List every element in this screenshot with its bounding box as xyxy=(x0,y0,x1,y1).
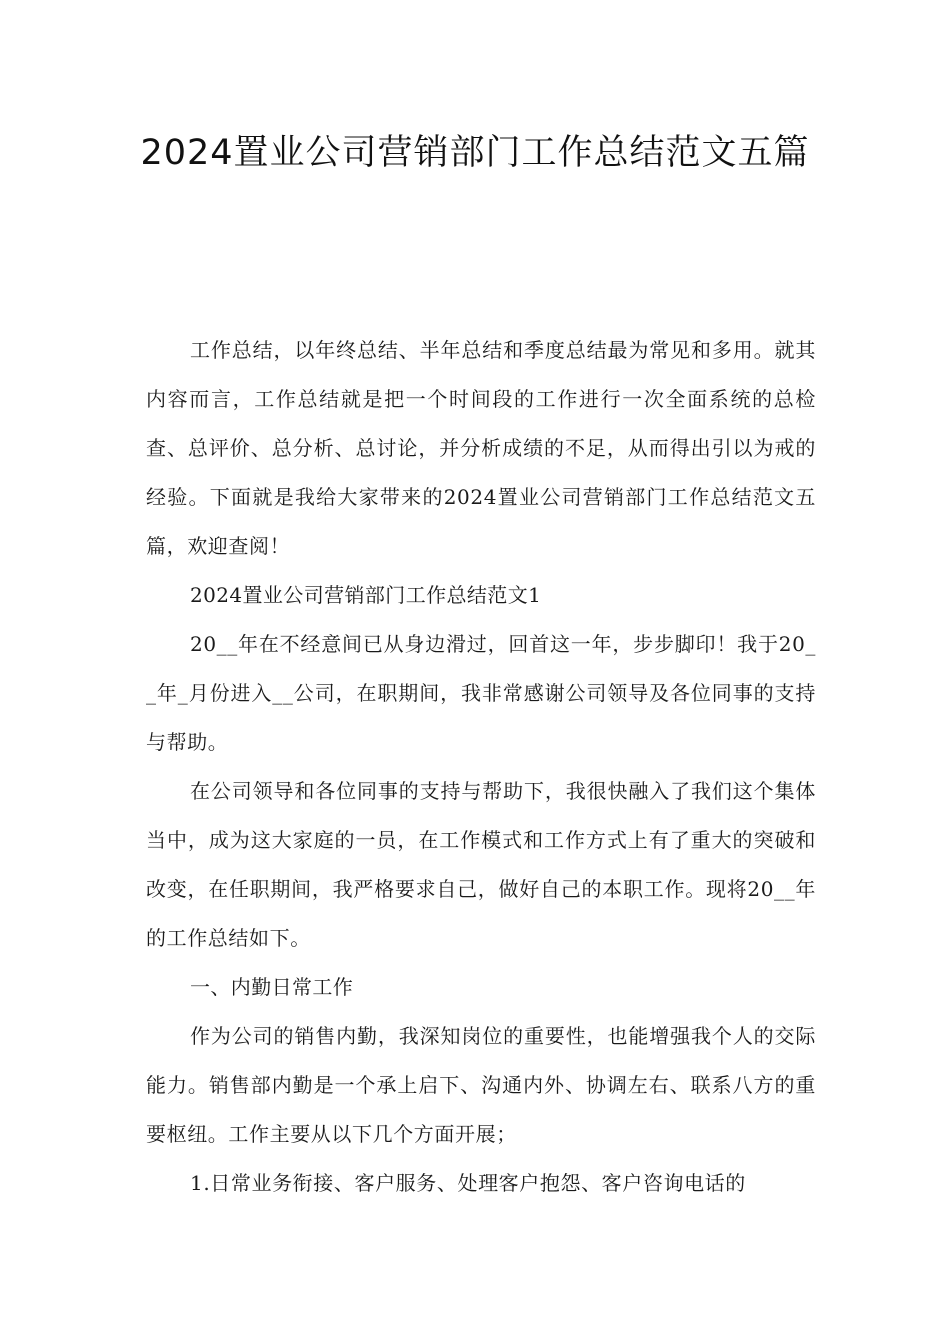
body-paragraph: 在公司领导和各位同事的支持与帮助下，我很快融入了我们这个集体当中，成为这大家庭的一员，在工作模式和工作方式上有了重大的突破和改变，在任职期间，我严格要求自己，做好自己的本职工作。现将20__年的工作总结如下。 xyxy=(146,779,816,950)
document-body xyxy=(146,326,816,1208)
body-paragraph: 作为公司的销售内勤，我深知岗位的重要性，也能增强我个人的交际能力。销售部内勤是一个承上启下、沟通内外、协调左右、联系八方的重要枢纽。工作主要从以下几个方面开展； xyxy=(146,1024,816,1146)
intro-paragraph: 工作总结，以年终总结、半年总结和季度总结最为常见和多用。就其内容而言，工作总结就是把一个时间段的工作进行一次全面系统的总检查、总评价、总分析、总讨论，并分析成绩的不足，从而得出引以为戒的经验。下面就是我给大家带来的2024置业公司营销部门工作总结范文五篇，欢迎查阅！ xyxy=(146,338,816,558)
section-title-sample-1: 2024置业公司营销部门工作总结范文1 xyxy=(190,583,542,607)
body-paragraph: 20__年在不经意间已从身边滑过，回首这一年，步步脚印！我于20__年_月份进入__公司，在职期间，我非常感谢公司领导及各位同事的支持与帮助。 xyxy=(146,632,816,754)
section-heading-internal-work: 一、内勤日常工作 xyxy=(190,975,354,999)
document-title: 2024置业公司营销部门工作总结范文五篇 xyxy=(140,133,810,173)
list-item-paragraph: 1.日常业务衔接、客户服务、处理客户抱怨、客户咨询电话的 xyxy=(190,1171,746,1195)
